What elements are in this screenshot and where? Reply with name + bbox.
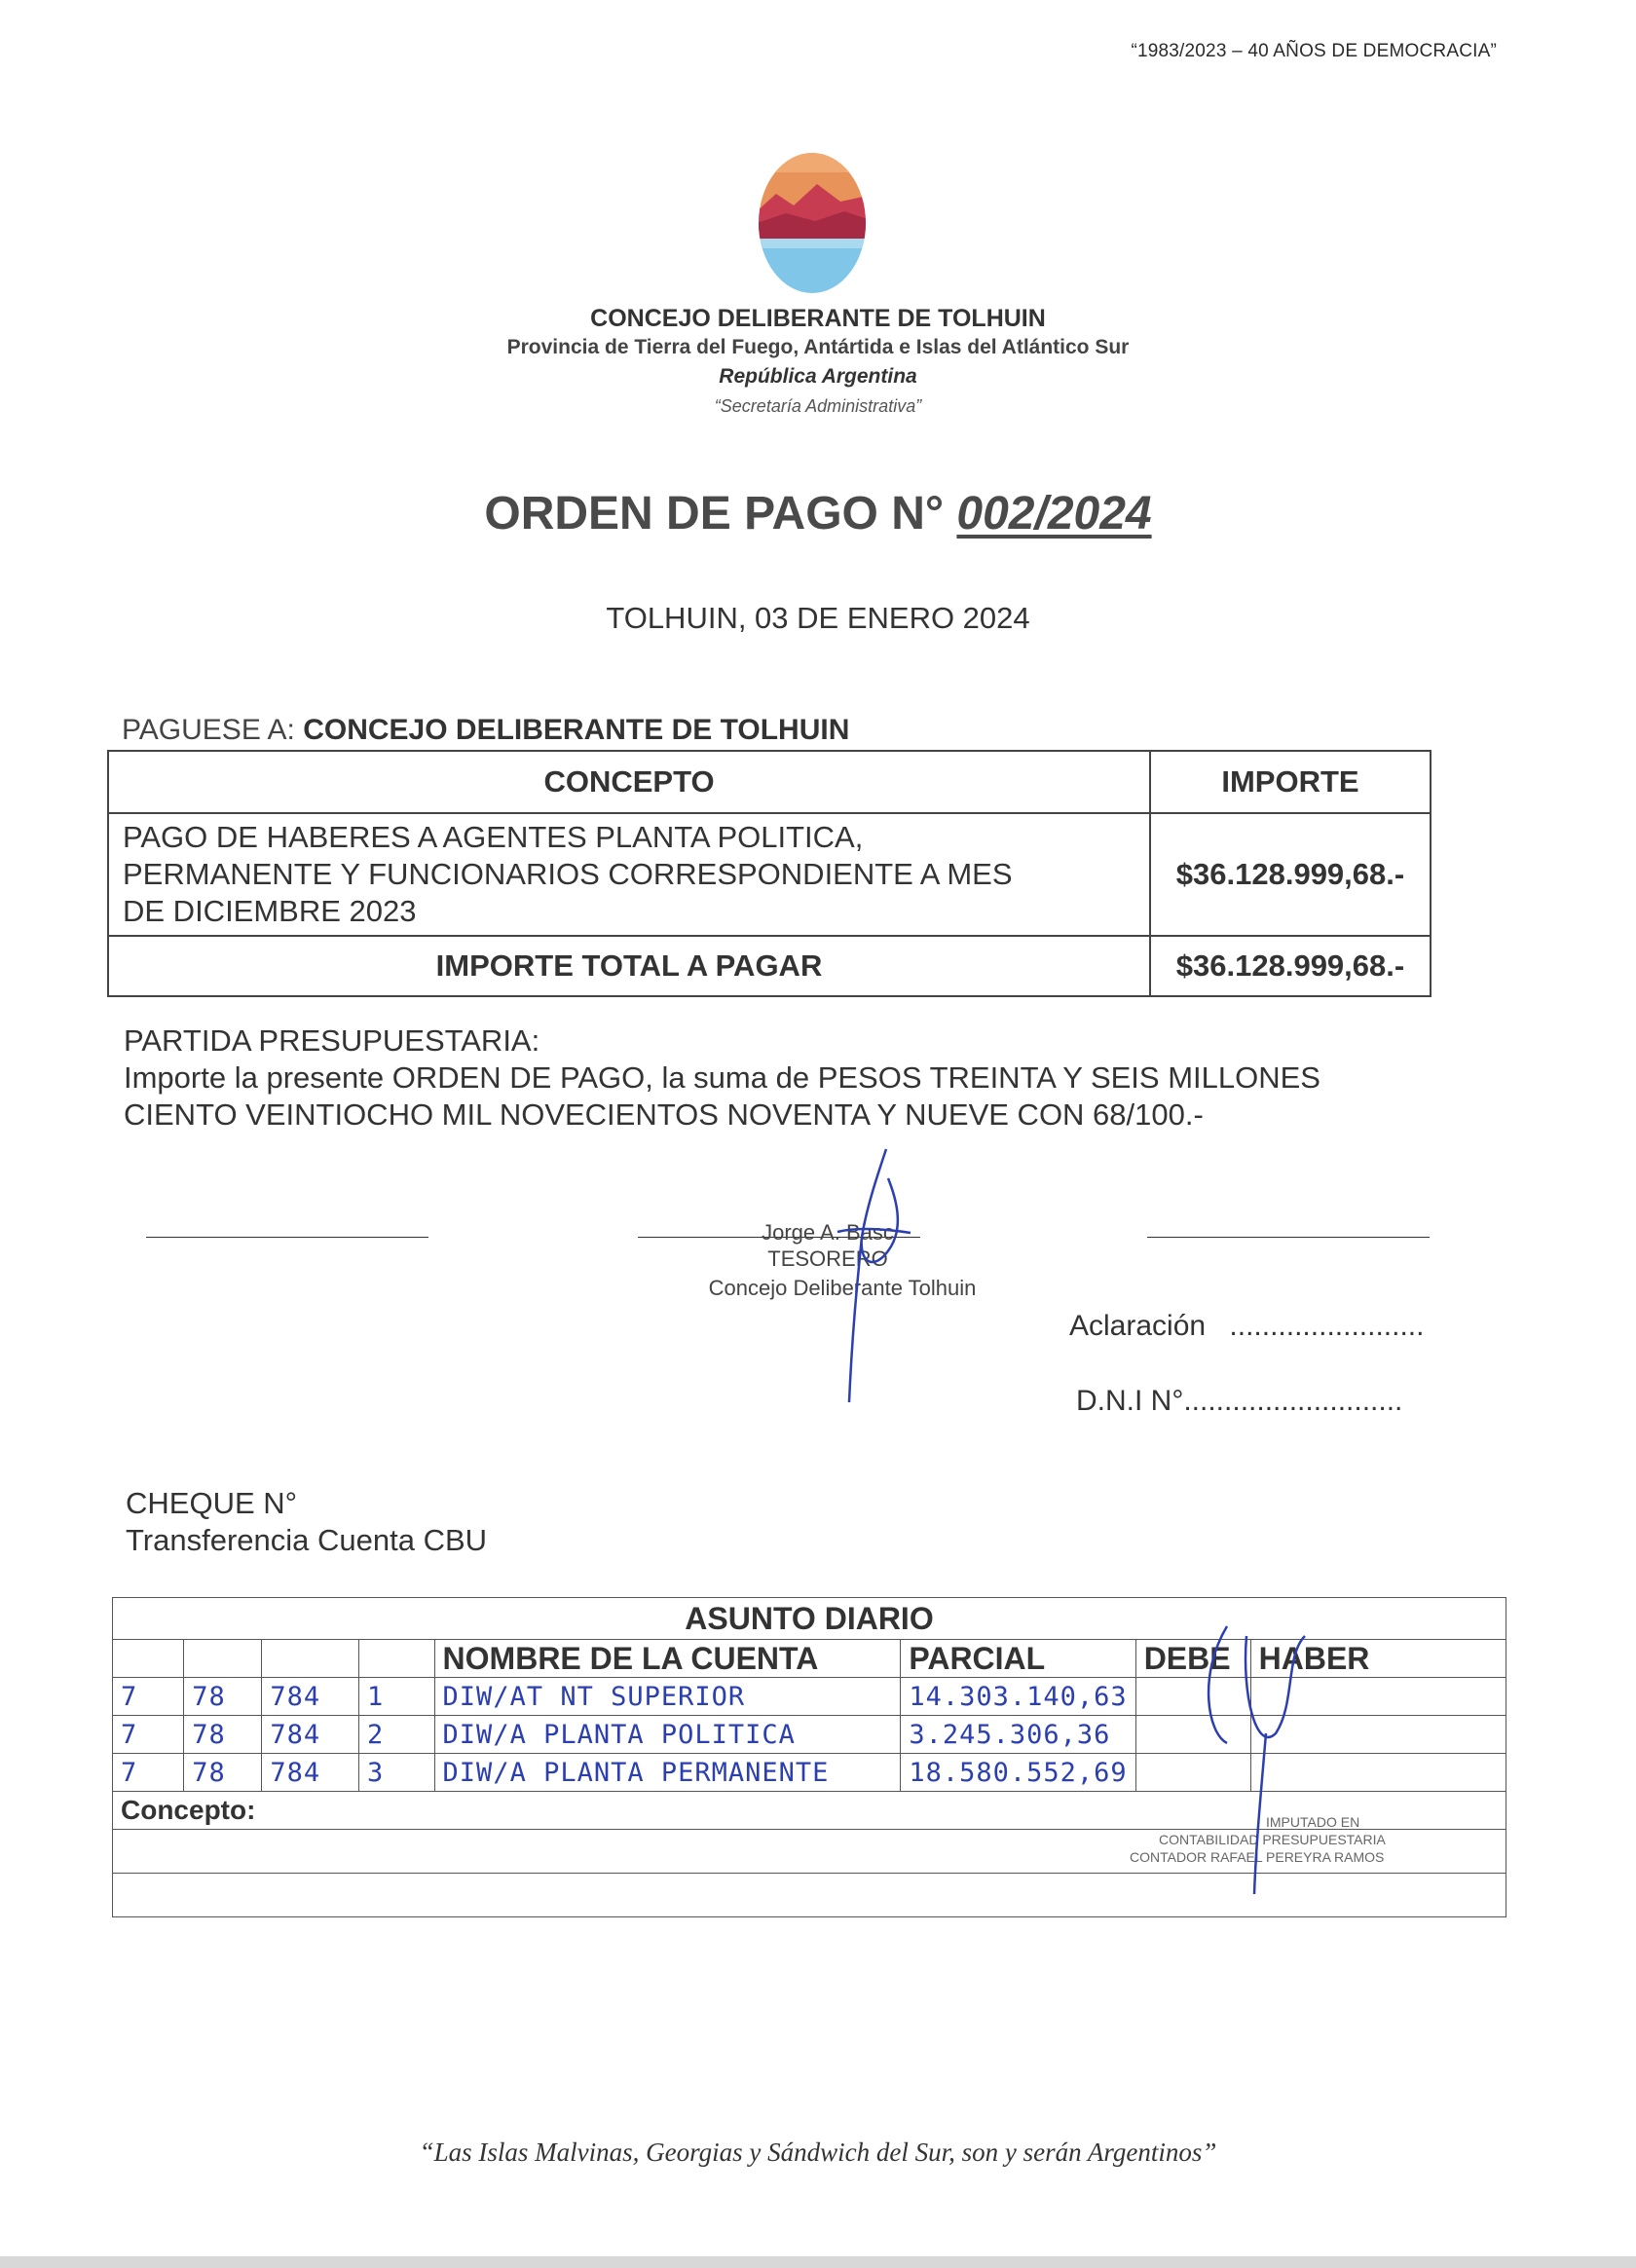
journal-title: ASUNTO DIARIO <box>113 1598 1506 1640</box>
col-account-header: NOMBRE DE LA CUENTA <box>434 1640 901 1678</box>
partial-cell: 18.580.552,69 <box>901 1754 1135 1792</box>
title-prefix: ORDEN DE PAGO N° <box>484 488 945 539</box>
stamp-line: CONTADOR RAFAEL PEREYRA RAMOS <box>1130 1849 1385 1865</box>
transfer-label: Transferencia Cuenta CBU <box>126 1523 488 1557</box>
organization-block <box>0 304 1636 421</box>
handwritten-signature <box>818 1139 935 1412</box>
code-cell: 784 <box>262 1716 359 1754</box>
org-province: Provincia de Tierra del Fuego, Antártida e Islas del Atlántico Sur <box>506 336 1130 358</box>
account-cell: DIW/A PLANTA PERMANENTE <box>434 1754 901 1792</box>
col-amount-header: IMPORTE <box>1150 751 1431 813</box>
code-header-cell <box>184 1640 262 1678</box>
concept-line: DE DICIEMBRE 2023 <box>123 894 417 928</box>
concept-cell <box>108 813 1150 936</box>
code-cell: 78 <box>184 1754 262 1792</box>
code-header-cell <box>262 1640 359 1678</box>
council-logo <box>757 151 868 295</box>
dni-field <box>1076 1385 1402 1418</box>
signature-line-right <box>1147 1237 1430 1238</box>
payment-method-block <box>126 1485 487 1559</box>
scan-edge <box>0 2256 1636 2268</box>
partida-text-line: Importe la presente ORDEN DE PAGO, la suma de PESOS TREINTA Y SEIS MILLONES <box>124 1060 1320 1095</box>
partida-block <box>124 1022 1320 1134</box>
partial-cell: 3.245.306,36 <box>901 1716 1135 1754</box>
amount-cell: $36.128.999,68.- <box>1150 813 1431 936</box>
code-cell: 7 <box>113 1716 184 1754</box>
payment-table <box>107 750 1432 997</box>
aclaracion-dots: ........................ <box>1229 1310 1425 1342</box>
code-cell: 78 <box>184 1678 262 1716</box>
cheque-label: CHEQUE N° <box>126 1486 298 1520</box>
stamp-org: Concejo Deliberante Tolhuin <box>708 1276 977 1300</box>
aclaracion-field <box>1069 1310 1424 1343</box>
stamp-line: IMPUTADO EN <box>1266 1814 1360 1830</box>
order-number: 002/2024 <box>956 488 1152 539</box>
code-cell: 784 <box>262 1754 359 1792</box>
footer-slogan: “Las Islas Malvinas, Georgias y Sándwich del Sur, son y serán Argentinos” <box>419 2138 1217 2167</box>
org-office: “Secretaría Administrativa” <box>714 396 922 416</box>
handwritten-initials <box>1188 1617 1344 1899</box>
col-debit-header: DEBE <box>1135 1640 1250 1678</box>
org-name: CONCEJO DELIBERANTE DE TOLHUIN <box>590 305 1046 332</box>
date-line: TOLHUIN, 03 DE ENERO 2024 <box>606 601 1030 635</box>
col-credit-header: HABER <box>1250 1640 1506 1678</box>
code-header-cell <box>113 1640 184 1678</box>
code-cell: 784 <box>262 1678 359 1716</box>
code-cell: 7 <box>113 1678 184 1716</box>
dni-dots: ........................... <box>1183 1385 1403 1417</box>
dni-label: D.N.I N° <box>1076 1385 1184 1417</box>
stamp-role: TESORERO <box>767 1246 888 1271</box>
col-partial-header: PARCIAL <box>901 1640 1135 1678</box>
concept-line: PERMANENTE Y FUNCIONARIOS CORRESPONDIENTE A MES <box>123 857 1013 891</box>
partida-text-line: CIENTO VEINTIOCHO MIL NOVECIENTOS NOVENTA Y NUEVE CON 68/100.- <box>124 1097 1204 1132</box>
account-cell: DIW/AT NT SUPERIOR <box>434 1678 901 1716</box>
code-cell: 1 <box>359 1678 435 1716</box>
partida-label: PARTIDA PRESUPUESTARIA: <box>124 1023 540 1058</box>
concept-line: PAGO DE HABERES A AGENTES PLANTA POLITICA, <box>123 820 864 854</box>
col-concept-header: CONCEPTO <box>108 751 1150 813</box>
code-cell: 3 <box>359 1754 435 1792</box>
code-header-cell <box>359 1640 435 1678</box>
signature-line-left <box>146 1237 428 1238</box>
header-motto: “1983/2023 – 40 AÑOS DE DEMOCRACIA” <box>1131 41 1497 61</box>
stamp-line: CONTABILIDAD PRESUPUESTARIA <box>1159 1832 1386 1847</box>
document-title <box>0 487 1636 540</box>
total-label: IMPORTE TOTAL A PAGAR <box>108 936 1150 996</box>
account-cell: DIW/A PLANTA POLITICA <box>434 1716 901 1754</box>
code-cell: 7 <box>113 1754 184 1792</box>
partial-cell: 14.303.140,63 <box>901 1678 1135 1716</box>
payee-line <box>122 714 849 747</box>
payee-label: PAGUESE A: <box>122 714 295 746</box>
org-country: República Argentina <box>719 365 917 388</box>
code-cell: 2 <box>359 1716 435 1754</box>
stamp-name: Jorge A. Basc <box>762 1220 894 1245</box>
aclaracion-label: Aclaración <box>1069 1310 1207 1342</box>
code-cell: 78 <box>184 1716 262 1754</box>
total-amount: $36.128.999,68.- <box>1150 936 1431 996</box>
payee-name: CONCEJO DELIBERANTE DE TOLHUIN <box>303 714 850 746</box>
concept-label: Concepto: <box>113 1792 1506 1830</box>
